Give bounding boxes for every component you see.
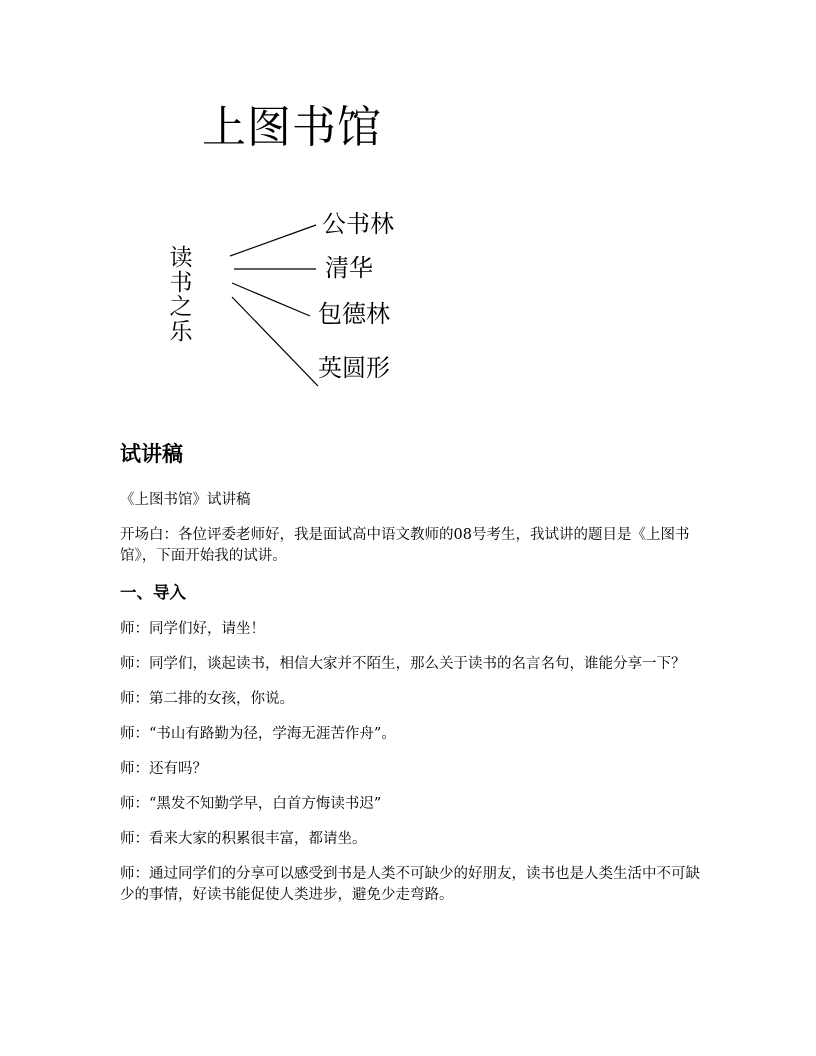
subtitle: 《上图书馆》试讲稿 [120, 492, 251, 508]
connector-line [230, 225, 316, 256]
diagram-title: 上图书馆 [202, 102, 382, 153]
branch-node: 包德林 [318, 300, 390, 328]
root-char: 书 [169, 269, 193, 296]
connector-line [232, 283, 310, 316]
diagram-connectors [0, 0, 816, 420]
root-char: 乐 [169, 318, 193, 345]
branch-node: 清华 [325, 254, 373, 282]
paragraph: 师：通过同学们的分享可以感受到书是人类不可缺少的好朋友，读书也是人类生活中不可缺少的事情，好读书能促使人类进步，避免少走弯路。 [120, 866, 700, 903]
paragraph: 师：同学们好，请坐！ [120, 621, 265, 637]
paragraph: 师：“黑发不知勤学早，白首方悔读书迟” [120, 796, 382, 812]
paragraph: 师：看来大家的积累很丰富，都请坐。 [120, 831, 367, 847]
branch-node: 公书林 [322, 210, 394, 238]
mind-map-diagram [0, 0, 816, 420]
document-body [120, 436, 700, 920]
main-heading: 试讲稿 [120, 442, 183, 466]
section-heading: 一、导入 [120, 583, 186, 602]
paragraph: 师：第二排的女孩，你说。 [120, 691, 294, 707]
root-char: 之 [169, 294, 193, 320]
root-char: 读 [169, 245, 193, 271]
paragraph: 师：还有吗？ [120, 761, 207, 777]
connector-line [232, 297, 318, 386]
paragraph: 师：“书山有路勤为径，学海无涯苦作舟”。 [120, 726, 396, 742]
branch-node: 英圆形 [318, 354, 390, 382]
paragraph: 师：同学们，谈起读书，相信大家并不陌生，那么关于读书的名言名句，谁能分享一下？ [120, 656, 686, 672]
opening-paragraph: 开场白：各位评委老师好，我是面试高中语文教师的08号考生，我试讲的题目是《上图书馆》，下面开始我的试讲。 [120, 527, 690, 564]
